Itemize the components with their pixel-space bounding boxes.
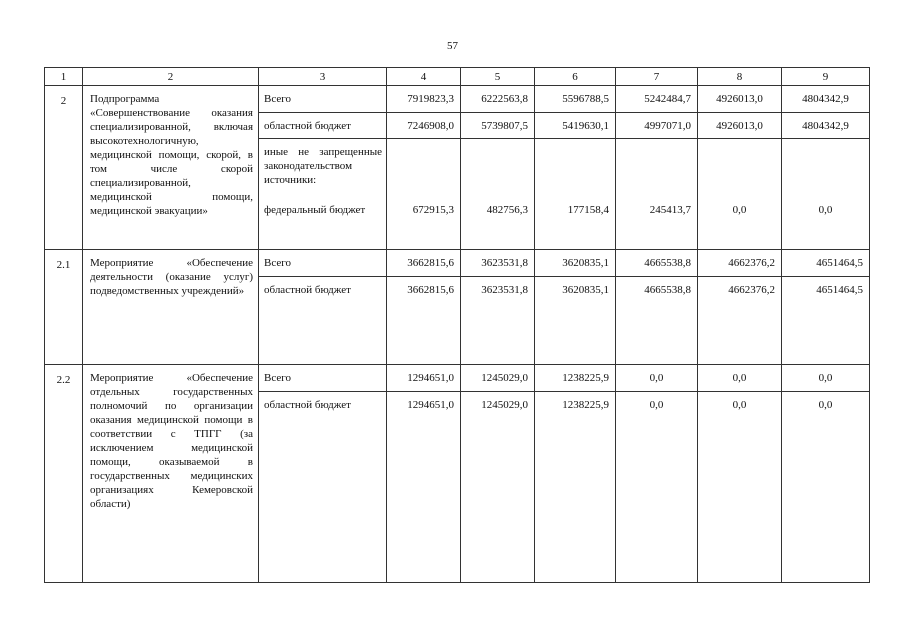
cell-value: 4662376,2: [698, 250, 782, 277]
cell-value: 4651464,5: [782, 250, 870, 277]
cell-value: 1245029,0: [461, 392, 535, 583]
cell-value: 4926013,0: [698, 113, 782, 139]
cell-value: 5596788,5: [535, 86, 616, 113]
cell-value: 5739807,5: [461, 113, 535, 139]
cell-value: 4651464,5: [782, 277, 870, 365]
cell-value: 7919823,3: [387, 86, 461, 113]
cell-value: 4662376,2: [698, 277, 782, 365]
col-header: 8: [698, 68, 782, 86]
cell-value: 4804342,9: [782, 86, 870, 113]
source-federal-label: федеральный бюджет: [264, 204, 366, 216]
col-header: 9: [782, 68, 870, 86]
cell-value: 4997071,0: [616, 113, 698, 139]
row-number: 2.1: [45, 250, 83, 365]
row-name: Подпрограмма «Совершенствование оказания специализированной, включая высокотехнологичную, медицинской помощи, скорой, в том числе скорой специализированной, медицинской помощи, медицинской эвакуации»: [83, 86, 259, 250]
row-name: Мероприятие «Обеспечение отдельных государственных полномочий по организации оказания медицинской помощи в соответствии с ТПГГ (за исключением медицинской помощи, оказываемой в государственных медицинских организациях Кемеровской области): [83, 365, 259, 583]
cell-value: 1294651,0: [387, 365, 461, 392]
cell-value: 3662815,6: [387, 250, 461, 277]
cell-value: 4926013,0: [698, 86, 782, 113]
col-header: 5: [461, 68, 535, 86]
row-number: 2: [45, 86, 83, 250]
cell-value: 4665538,8: [616, 277, 698, 365]
cell-value: 0,0: [616, 392, 698, 583]
cell-value: 245413,7: [616, 139, 698, 250]
source-label: Всего: [259, 250, 387, 277]
budget-table: [44, 67, 870, 583]
row-name: Мероприятие «Обеспечение деятельности (оказание услуг) подведомственных учреждений»: [83, 250, 259, 365]
table-row: [45, 86, 870, 113]
cell-value: 3623531,8: [461, 250, 535, 277]
col-header: 2: [83, 68, 259, 86]
cell-value: 0,0: [782, 365, 870, 392]
cell-value: 0,0: [698, 365, 782, 392]
cell-value: 177158,4: [535, 139, 616, 250]
col-header: 6: [535, 68, 616, 86]
cell-value: 0,0: [782, 139, 870, 250]
table-row: [45, 250, 870, 277]
cell-value: 0,0: [698, 139, 782, 250]
cell-value: 1238225,9: [535, 392, 616, 583]
cell-value: 0,0: [616, 365, 698, 392]
cell-value: 1294651,0: [387, 392, 461, 583]
source-other-label: иные не запрещенные законодательством источники:: [264, 146, 382, 186]
source-label: Всего: [259, 365, 387, 392]
col-header: 3: [259, 68, 387, 86]
cell-value: 0,0: [782, 392, 870, 583]
cell-value: 482756,3: [461, 139, 535, 250]
cell-value: 672915,3: [387, 139, 461, 250]
source-label: областной бюджет: [259, 277, 387, 365]
col-header: 7: [616, 68, 698, 86]
table-row: [45, 365, 870, 392]
source-label: [259, 139, 387, 250]
cell-value: 1238225,9: [535, 365, 616, 392]
col-header: 4: [387, 68, 461, 86]
cell-value: 3620835,1: [535, 250, 616, 277]
source-label: областной бюджет: [259, 392, 387, 583]
cell-value: 5242484,7: [616, 86, 698, 113]
cell-value: 1245029,0: [461, 365, 535, 392]
cell-value: 5419630,1: [535, 113, 616, 139]
cell-value: 7246908,0: [387, 113, 461, 139]
cell-value: 4665538,8: [616, 250, 698, 277]
cell-value: 4804342,9: [782, 113, 870, 139]
cell-value: 3620835,1: [535, 277, 616, 365]
source-label: областной бюджет: [259, 113, 387, 139]
cell-value: 0,0: [698, 392, 782, 583]
cell-value: 3662815,6: [387, 277, 461, 365]
col-header: 1: [45, 68, 83, 86]
header-row: [45, 68, 870, 86]
cell-value: 3623531,8: [461, 277, 535, 365]
row-number: 2.2: [45, 365, 83, 583]
page-number: 57: [447, 40, 458, 52]
cell-value: 6222563,8: [461, 86, 535, 113]
source-label: Всего: [259, 86, 387, 113]
